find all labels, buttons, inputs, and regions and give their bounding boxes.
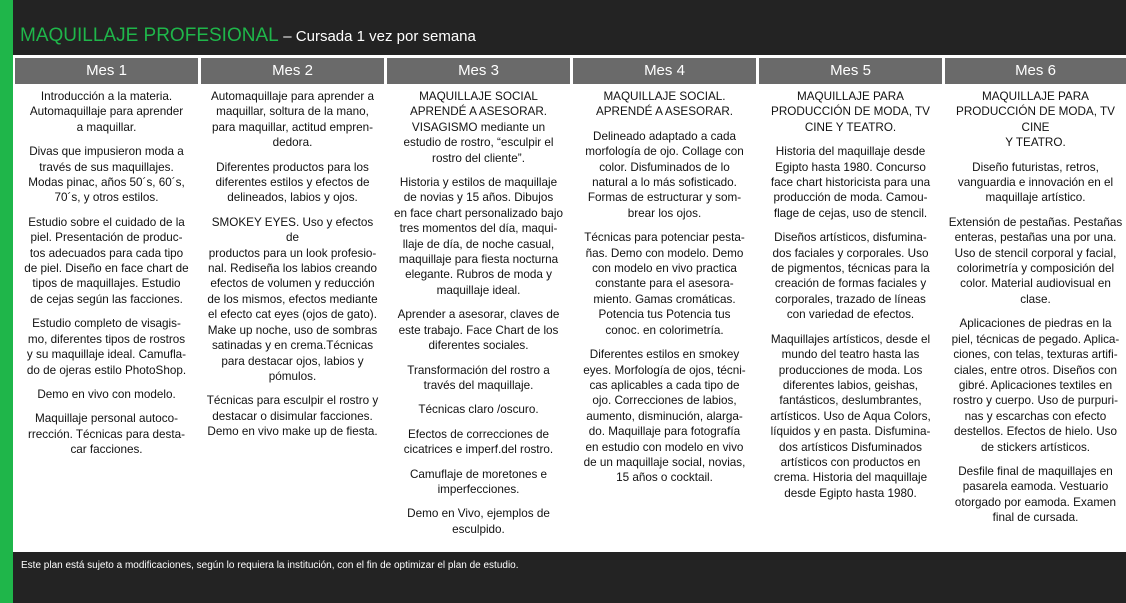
topic-paragraph: Desfile final de maquillajes en pasarela eamoda. Vestuario otorgado por eamoda. Examen final de cursada. — [954, 464, 1117, 525]
disclaimer-note: Este plan está sujeto a modificaciones, según lo requiera la institución, con el fin de optimizar el plan de estudio. — [21, 560, 519, 571]
topic-paragraph: Transformación del rostro a través del maquillaje. — [407, 363, 550, 392]
month-column-5 — [759, 58, 942, 548]
course-schedule: – Cursada 1 vez por semana — [283, 28, 476, 45]
page-title — [20, 25, 476, 48]
topic-paragraph: Estudio sobre el cuidado de la piel. Presentación de produc- tos adecuados para cada tipo de piel. Diseño en face chart de tipos de maquillajes. Estudio de cejas según las facciones. — [24, 215, 189, 306]
topic-paragraph: Diseños artísticos, disfumina- dos faciales y corporales. Uso de pigmentos, técnicas para la creación de formas faciales y corporales, trazado de líneas con variedad de efectos. — [771, 231, 930, 322]
topic-paragraph: Estudio completo de visagis- mo, diferentes tipos de rostros y su maquillaje ideal. Camufla- do de ojeras estilo PhotoShop. — [26, 317, 187, 377]
topic-paragraph: Aprender a asesorar, claves de este trabajo. Face Chart de los diferentes sociales. — [397, 308, 560, 353]
page-header — [13, 0, 1126, 55]
accent-bar — [0, 0, 13, 603]
topic-paragraph: Demo en vivo con modelo. — [37, 387, 176, 401]
topic-paragraph: MAQUILLAJE SOCIAL. APRENDÉ A ASESORAR. — [595, 90, 734, 119]
page-footer — [13, 552, 1126, 603]
course-name: MAQUILLAJE PROFESIONAL — [20, 25, 278, 46]
topic-paragraph: Divas que impusieron moda a través de sus maquillajes. Modas pinac, años 50´s, 60´s, 70´s, y otros estilos. — [28, 145, 185, 205]
topic-paragraph: Efectos de correcciones de cicatrices e imperf.del rostro. — [403, 427, 554, 457]
topic-paragraph: Técnicas para potenciar pesta- ñas. Demo con modelo. Demo con modelo en vivo practica constante para el asesora- miento. Gamas cromáticas. Potencia tus Potencia tus conoc. en colorimetría. — [584, 231, 745, 337]
month-header: Mes 6 — [945, 58, 1126, 84]
month-content — [387, 84, 570, 537]
topic-paragraph: Diferentes productos para los diferentes estilos y efectos de delineados, labios y ojos. — [215, 160, 370, 205]
month-column-1 — [15, 58, 198, 548]
month-column-6 — [945, 58, 1126, 548]
topic-paragraph: Demo en Vivo, ejemplos de esculpido. — [407, 507, 550, 536]
month-column-3 — [387, 58, 570, 548]
month-content — [573, 84, 756, 486]
month-header: Mes 5 — [759, 58, 942, 84]
topic-paragraph: Delineado adaptado a cada morfología de ojo. Collage con color. Disfuminados de lo natural a lo más sofisticado. Formas de estructurar y som- brear los ojos. — [585, 129, 744, 220]
topic-paragraph: MAQUILLAJE PARA PRODUCCIÓN DE MODA, TV CINE Y TEATRO. — [771, 90, 930, 134]
topic-paragraph: Historia del maquillaje desde Egipto hasta 1980. Concurso face chart historicista para una producción de moda. Camou- flage de cejas, uso de stencil. — [770, 145, 931, 220]
topic-paragraph: Diseño futuristas, retros, vanguardia e innovación en el maquillaje artístico. — [957, 160, 1114, 205]
topic-paragraph: Extensión de pestañas. Pestañas enteras, pestañas una por una. Uso de stencil corporal y facial, colorimetría y composición del color. Material audiovisual en clase. — [948, 215, 1123, 306]
topic-paragraph: Diferentes estilos en smokey eyes. Morfología de ojos, técni- cas aplicables a cada tipo de ojo. Correcciones de labios, aumento, disminución, alarga- do. Maquillaje para fotografía en estudio con modelo en vivo de un maquillaje social, novias, 15 años o cocktail. — [583, 348, 746, 485]
topic-paragraph: Aplicaciones de piedras en la piel, técnicas de pegado. Aplica- ciones, con telas, texturas artifi- ciales, entre otros. Diseños con gibré. Aplicaciones textiles en rostro y cuerpo. Uso de purpuri- nas y escarchas con efecto destellos. Efectos de hielo. Uso de stickers artísticos. — [951, 317, 1120, 454]
month-header: Mes 2 — [201, 58, 384, 84]
month-header: Mes 1 — [15, 58, 198, 84]
month-content — [759, 84, 942, 501]
topic-paragraph: Maquillaje personal autoco- rrección. Técnicas para desta- car facciones. — [28, 412, 185, 457]
topic-paragraph: Historia y estilos de maquillaje de novias y 15 años. Dibujos en face chart personalizado bajo tres momentos del día, maqui- llaje de día, de noche casual, maquillaje para fiesta nocturna elegante. Rubros de moda y maquillaje ideal. — [394, 176, 563, 297]
topic-paragraph: Maquillajes artísticos, desde el mundo del teatro hasta las producciones de moda. Los diferentes labios, geishas, fantásticos, deslumbrantes, artísticos. Uso de Aqua Colors, líquidos y en pasta. Disfumina- dos artísticos Disfuminados artísticos con productos en crema. Historia del maquillaje desde Egipto hasta 1980. — [770, 332, 931, 500]
topic-paragraph: SMOKEY EYES. Uso y efectos de productos para un look profesio- nal. Rediseña los labios creando efectos de volumen y reducción de los mismos, efectos mediante el efecto cat eyes (ojos de gato). Make up noche, uso de sombras satinadas y en crema.Técnicas para destacar ojos, labios y pómulos. — [207, 215, 378, 383]
month-content — [15, 84, 198, 458]
topic-paragraph: Camuflaje de moretones e imperfecciones. — [409, 467, 548, 496]
month-header: Mes 3 — [387, 58, 570, 84]
topic-paragraph: MAQUILLAJE SOCIAL APRENDÉ A ASESORAR. VISAGISMO mediante un estudio de rostro, “esculpir el rostro del cliente”. — [403, 90, 554, 165]
topic-paragraph: Técnicas claro /oscuro. — [418, 403, 539, 417]
topic-paragraph: Automaquillaje para aprender a maquillar, soltura de la mano, para maquillar, actitud empren- dedora. — [210, 90, 375, 150]
month-header: Mes 4 — [573, 58, 756, 84]
topic-paragraph: MAQUILLAJE PARA PRODUCCIÓN DE MODA, TV CINE Y TEATRO. — [956, 90, 1115, 150]
curriculum-grid — [15, 58, 1126, 548]
topic-paragraph: Introducción a la materia. Automaquillaje para aprender a maquillar. — [29, 90, 184, 134]
month-content — [201, 84, 384, 440]
month-content — [945, 84, 1126, 526]
month-column-2 — [201, 58, 384, 548]
month-column-4 — [573, 58, 756, 548]
topic-paragraph: Técnicas para esculpir el rostro y destacar o disimular facciones. Demo en vivo make up de fiesta. — [206, 394, 379, 439]
